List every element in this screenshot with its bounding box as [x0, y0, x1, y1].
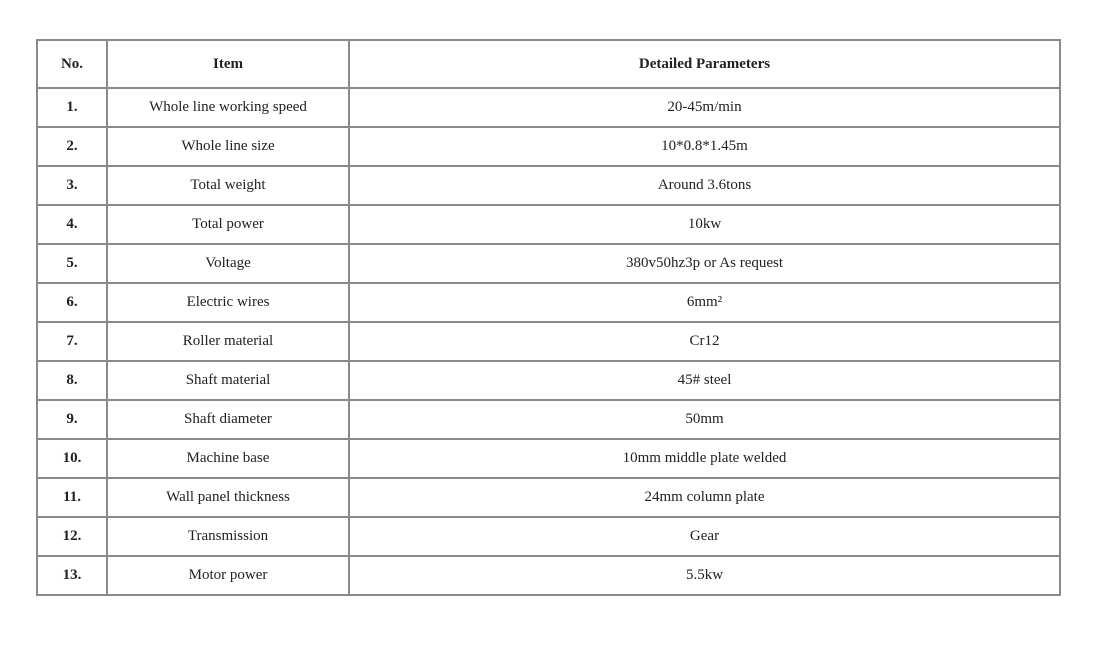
- row-number: 4.: [37, 205, 107, 244]
- row-item: Whole line working speed: [107, 88, 349, 127]
- table-row: [37, 205, 1060, 244]
- table-row: [37, 439, 1060, 478]
- table-row: [37, 556, 1060, 595]
- row-value: 45# steel: [349, 361, 1060, 400]
- row-value: 10kw: [349, 205, 1060, 244]
- table-row: [37, 400, 1060, 439]
- row-item: Whole line size: [107, 127, 349, 166]
- parameters-table: [36, 39, 1061, 596]
- row-value: 10mm middle plate welded: [349, 439, 1060, 478]
- row-number: 3.: [37, 166, 107, 205]
- table-row: [37, 127, 1060, 166]
- header-item: Item: [107, 40, 349, 88]
- row-number: 6.: [37, 283, 107, 322]
- row-value: 6mm²: [349, 283, 1060, 322]
- row-number: 2.: [37, 127, 107, 166]
- row-number: 5.: [37, 244, 107, 283]
- row-number: 13.: [37, 556, 107, 595]
- table-row: [37, 478, 1060, 517]
- row-value: 380v50hz3p or As request: [349, 244, 1060, 283]
- row-item: Electric wires: [107, 283, 349, 322]
- row-item: Motor power: [107, 556, 349, 595]
- table-body: [37, 88, 1060, 595]
- row-item: Roller material: [107, 322, 349, 361]
- row-value: 50mm: [349, 400, 1060, 439]
- row-value: Gear: [349, 517, 1060, 556]
- table-row: [37, 361, 1060, 400]
- row-number: 11.: [37, 478, 107, 517]
- row-value: 10*0.8*1.45m: [349, 127, 1060, 166]
- row-item: Shaft material: [107, 361, 349, 400]
- row-number: 1.: [37, 88, 107, 127]
- table-row: [37, 244, 1060, 283]
- table-row: [37, 283, 1060, 322]
- table-row: [37, 88, 1060, 127]
- row-value: Cr12: [349, 322, 1060, 361]
- row-value: 24mm column plate: [349, 478, 1060, 517]
- row-item: Wall panel thickness: [107, 478, 349, 517]
- row-number: 12.: [37, 517, 107, 556]
- row-item: Total power: [107, 205, 349, 244]
- row-number: 9.: [37, 400, 107, 439]
- row-value: 5.5kw: [349, 556, 1060, 595]
- header-detailed-parameters: Detailed Parameters: [349, 40, 1060, 88]
- row-value: 20-45m/min: [349, 88, 1060, 127]
- row-item: Machine base: [107, 439, 349, 478]
- row-number: 7.: [37, 322, 107, 361]
- row-item: Total weight: [107, 166, 349, 205]
- row-item: Shaft diameter: [107, 400, 349, 439]
- table-header-row: [37, 40, 1060, 88]
- row-item: Transmission: [107, 517, 349, 556]
- table-row: [37, 166, 1060, 205]
- row-item: Voltage: [107, 244, 349, 283]
- row-number: 8.: [37, 361, 107, 400]
- row-number: 10.: [37, 439, 107, 478]
- header-no: No.: [37, 40, 107, 88]
- table-row: [37, 517, 1060, 556]
- row-value: Around 3.6tons: [349, 166, 1060, 205]
- table-row: [37, 322, 1060, 361]
